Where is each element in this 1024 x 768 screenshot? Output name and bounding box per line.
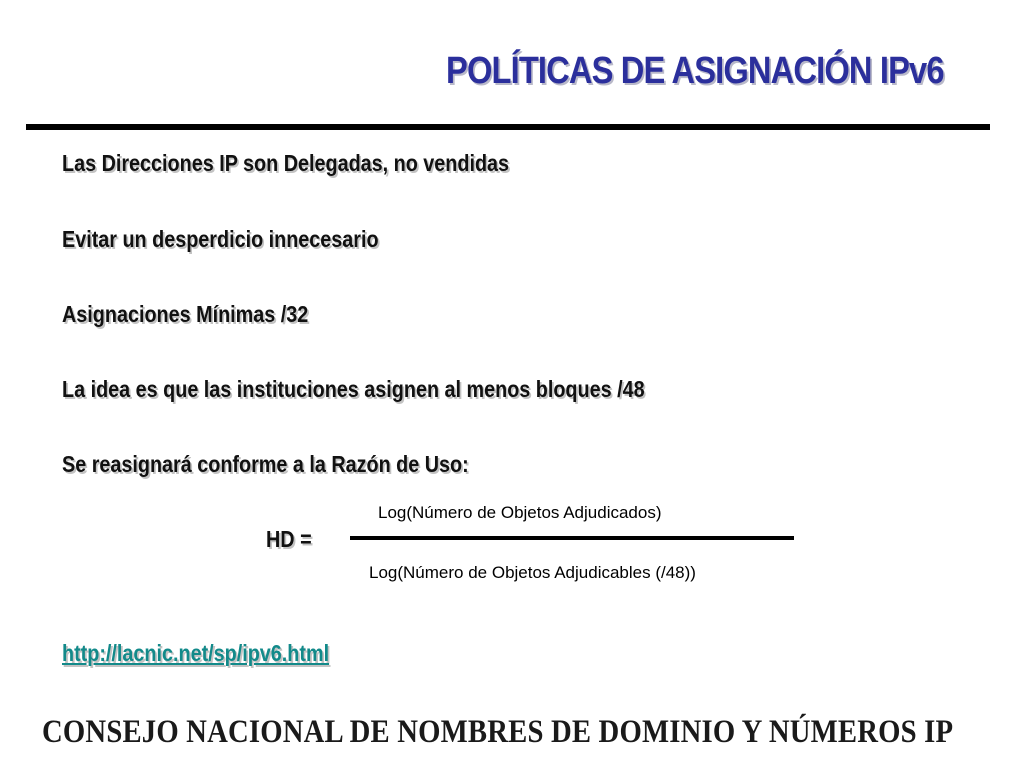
bullet-delegated: Las Direcciones IP son Delegadas, no vendidas (62, 150, 510, 176)
slide-title: POLÍTICAS DE ASIGNACIÓN IPv6 (446, 50, 944, 92)
lacnic-ipv6-link[interactable]: http://lacnic.net/sp/ipv6.html (62, 640, 330, 666)
formula-lhs: HD = (266, 526, 312, 552)
bullet-block-48: La idea es que las instituciones asignen al menos bloques /48 (62, 376, 645, 402)
formula-numerator: Log(Número de Objetos Adjudicados) (378, 503, 662, 522)
fraction-bar (350, 536, 794, 540)
bullet-minimum-allocation: Asignaciones Mínimas /32 (62, 301, 309, 327)
bullet-usage-ratio: Se reasignará conforme a la Razón de Uso: (62, 451, 469, 477)
title-divider (26, 124, 990, 130)
footer-organization: CONSEJO NACIONAL DE NOMBRES DE DOMINIO Y NÚMEROS IP (42, 714, 954, 750)
bullet-avoid-waste: Evitar un desperdicio innecesario (62, 226, 379, 252)
formula-denominator: Log(Número de Objetos Adjudicables (/48)) (369, 563, 696, 582)
